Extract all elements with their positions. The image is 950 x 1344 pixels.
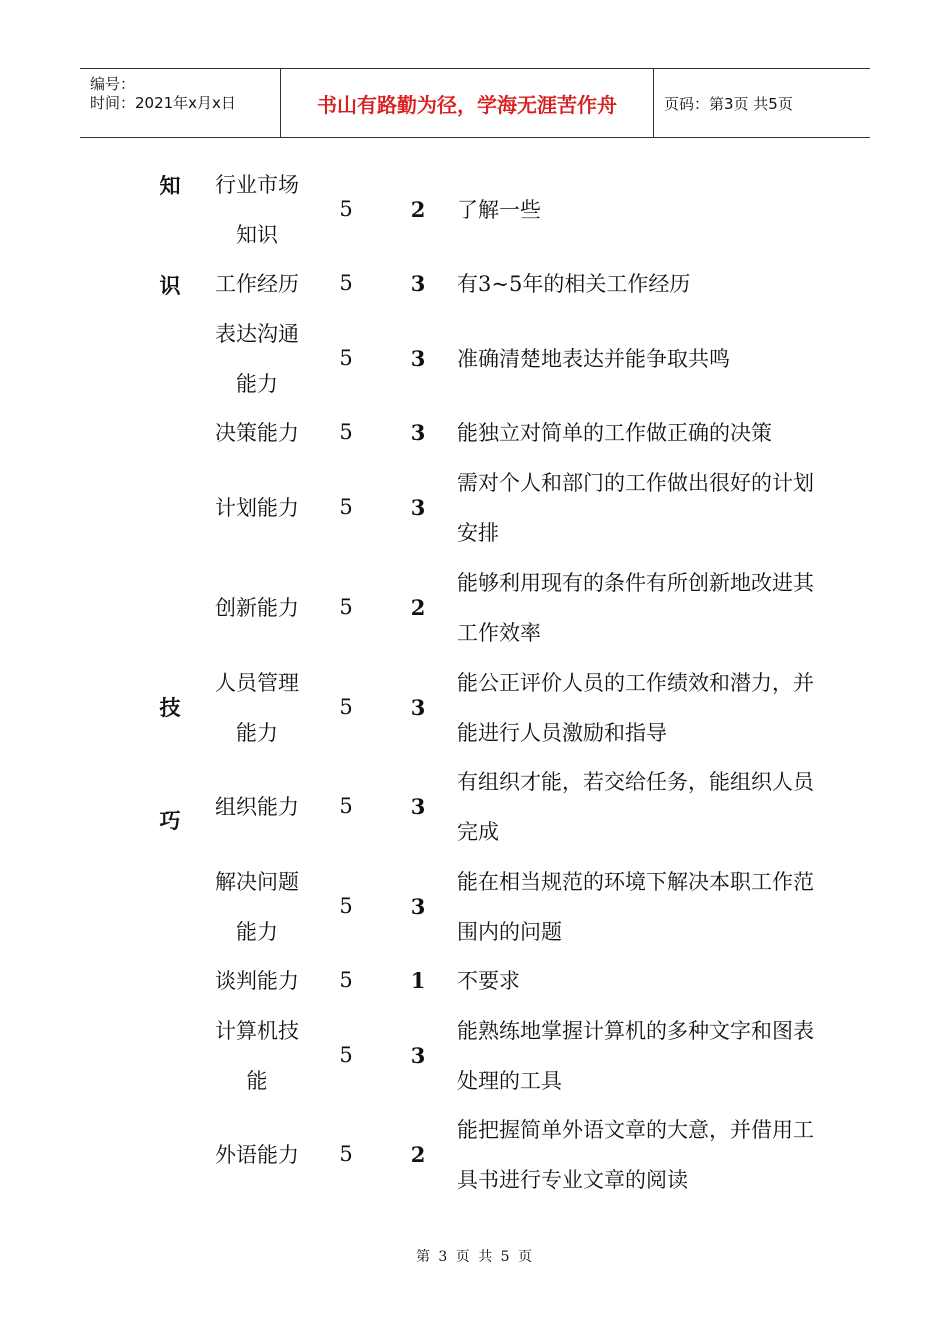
table-row [0,160,950,260]
item-name-line2: 知识 [236,223,278,247]
group-label-knowledge-2: 识 [159,273,181,298]
item-score: 5 [339,695,353,719]
item-score: 5 [339,346,353,370]
table-row [0,309,950,409]
item-desc-line2: 完成 [457,820,499,844]
item-desc-line1: 有组织才能，若交给任务，能组织人员 [457,770,814,794]
item-level: 3 [410,420,426,445]
item-name-line2: 能 [246,1069,268,1093]
item-name-line1: 计划能力 [215,496,299,520]
group-label-knowledge-1: 知 [159,173,181,198]
page-footer: 第 3 页 共 5 页 [415,1249,535,1265]
item-level: 3 [410,794,426,819]
item-level: 3 [410,695,426,720]
item-score: 5 [339,1142,353,1166]
item-desc-line2: 能进行人员激励和指导 [457,721,667,745]
item-name-line1: 组织能力 [215,795,299,819]
item-name-line1: 行业市场 [215,173,299,197]
item-name-line1: 人员管理 [215,671,299,695]
item-name-line2: 能力 [236,920,278,944]
item-level: 1 [410,968,426,993]
item-desc-line2: 工作效率 [457,621,541,645]
group-label-skill-2: 巧 [159,808,181,833]
header-meta-cell [80,69,281,137]
item-score: 5 [339,1043,353,1067]
header-page-info: 页码：第3页 共5页 [664,94,793,113]
number-label: 编号： [90,75,136,93]
item-level: 3 [410,495,426,520]
item-name-line2: 能力 [236,721,278,745]
item-score: 5 [339,197,353,221]
item-name-line1: 解决问题 [215,870,299,894]
table-row [0,757,950,857]
time-label: 时间：2021年x月x日 [90,94,236,112]
table-row [0,956,950,1006]
item-score: 5 [339,794,353,818]
item-desc-line1: 能熟练地掌握计算机的多种文字和图表 [457,1019,814,1043]
item-name-line1: 计算机技 [215,1019,299,1043]
item-level: 3 [410,894,426,919]
table-row [0,1006,950,1106]
header-motto: 书山有路勤为径，学海无涯苦作舟 [281,69,654,137]
table-row [0,558,950,658]
item-level: 3 [410,271,426,296]
item-level: 3 [410,1043,426,1068]
item-score: 5 [339,894,353,918]
item-desc-line1: 能够利用现有的条件有所创新地改进其 [457,571,814,595]
item-desc-line1: 不要求 [457,969,520,993]
item-desc-line1: 了解一些 [457,198,541,222]
item-name-line1: 决策能力 [215,421,299,445]
item-level: 3 [410,346,426,371]
item-score: 5 [339,968,353,992]
item-desc-line1: 能把握简单外语文章的大意，并借用工 [457,1118,814,1142]
item-name-line1: 表达沟通 [215,322,299,346]
item-desc-line2: 围内的问题 [457,920,562,944]
item-name-line2: 能力 [236,372,278,396]
table-row [0,658,950,758]
table-row [0,458,950,558]
item-desc-line2: 安排 [457,521,499,545]
item-name-line1: 创新能力 [215,596,299,620]
item-desc-line1: 能公正评价人员的工作绩效和潜力，并 [457,671,814,695]
item-name-line1: 工作经历 [215,272,299,296]
item-level: 2 [410,1142,426,1167]
item-desc-line2: 具书进行专业文章的阅读 [457,1168,688,1192]
item-level: 2 [410,595,426,620]
item-desc-line1: 需对个人和部门的工作做出很好的计划 [457,471,814,495]
item-score: 5 [339,595,353,619]
item-score: 5 [339,495,353,519]
item-score: 5 [339,271,353,295]
group-label-skill-1: 技 [159,695,181,720]
item-desc-line1: 能在相当规范的环境下解决本职工作范 [457,870,814,894]
item-name-line1: 谈判能力 [215,969,299,993]
item-desc-line1: 能独立对简单的工作做正确的决策 [457,421,772,445]
table-row [0,408,950,458]
table-row [0,1105,950,1205]
item-level: 2 [410,197,426,222]
item-desc-line2: 处理的工具 [457,1069,562,1093]
item-name-line1: 外语能力 [215,1143,299,1167]
item-score: 5 [339,420,353,444]
table-row [0,259,950,309]
item-desc-line1: 准确清楚地表达并能争取共鸣 [457,347,730,371]
document-header [80,68,870,138]
table-row [0,857,950,957]
item-desc-line1: 有3~5年的相关工作经历 [457,272,691,296]
